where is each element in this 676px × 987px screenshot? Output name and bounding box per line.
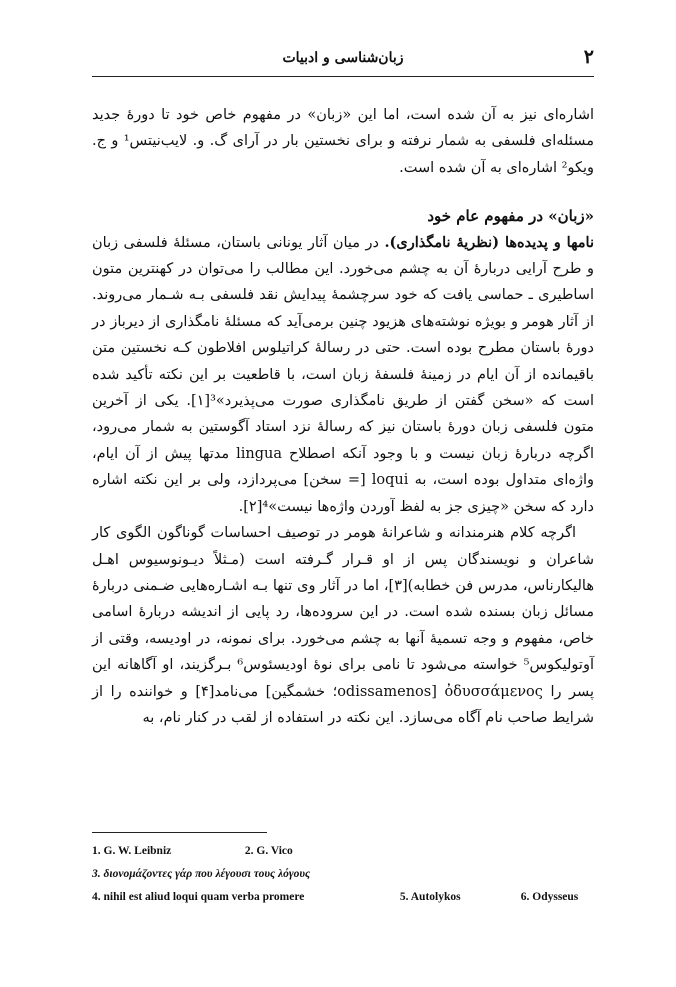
- section-heading: «زبان» در مفهوم عام خود: [427, 207, 594, 226]
- footnote-6: 6. Odysseus: [520, 891, 579, 903]
- footnote-5: 5. Autolykos: [399, 891, 461, 903]
- page-number: ۲: [583, 46, 594, 68]
- footnote-rule: [92, 832, 267, 833]
- paragraph-2-lead: نامها و پدیده‌ها (نظریهٔ نامگذاری).: [384, 233, 595, 251]
- page-header: [92, 44, 594, 77]
- paragraph-3: اگرچه کلام هنرمندانه و شاعرانهٔ هومر در توصیف احساسات گوناگون الگوی کار شاعران و نویسندگان پس از او قـرار گـرفته است (مـثلاً دیـونوسیوس اهـل هالیکارناس، مدرس فن خطابه)[۳]، اما در آثار وی تنها بـه اشـاره‌هایی ضـمنی دربارهٔ مسائل زبان بسنده شده است. در این سروده‌ها، رد پایی از اندیشه دربارهٔ اسامی خاص، مفهوم و وجه تسمیهٔ آنها به چشم می‌خورد. برای نمونه، در اودیسه، وقتی از آوتولیکوس⁵ خواسته می‌شود تا نامی برای نوهٔ اودیسئوس⁶ بـرگزیند، او آگاهانه این پسر را ὀδυσσάμενος [odissamenos؛ خشمگین] می‌نامد[۴] و خواننده را از شرایط صاحب نام آگاه می‌سازد. این نکته در استفاده از لقب در کنار نام، به: [92, 525, 594, 726]
- footnote-1: 1. G. W. Leibniz: [92, 845, 172, 857]
- paragraph-2-text: در میان آثار یونانی باستان، مسئلهٔ فلسفی زبان و طرح آرایی دربارهٔ آن به چشم می‌خورد. این مطالب را می‌توان در کهنترین متون اساطیری ـ حماسی یافت که خود سرچشمهٔ پیدایش نقد فلسفی بـه شـمار می‌روند. از آثار هومر و بویژه نوشته‌های هزیود چنین برمی‌آید که مسئلهٔ نامگذاری از دیرباز در دورهٔ باستان مطرح بوده است. حتی در رسالهٔ کراتیلوس افلاطون کـه نخستین متن باقیمانده از آن ایام در زمینهٔ فلسفهٔ زبان است، با قاطعیت بر این نکته تأکید شده است که «سخن گفتن از طریق نامگذاری صورت می‌پذیرد»³[۱]. یکی از آخرین متون فلسفی زبان دورهٔ باستان نیز که رسالهٔ نزد استاد آگوستین به شمار می‌رود، اگرچه دربارهٔ زبان نیست و با وجود آنکه اصطلاح lingua مدتها پیش از آن ایام، واژه‌ای متداول بوده است، به loqui [= سخن] می‌پردازد، ولی بر این نکته اشاره دارد که سخن «چیزی جز به لفظ آوردن واژه‌ها نیست»⁴[۲].: [92, 234, 594, 515]
- running-title: زبان‌شناسی و ادبیات: [282, 50, 404, 66]
- paragraph-1: اشاره‌ای نیز به آن شده است، اما این «زبان» در مفهوم خاص خود تا دورهٔ جدید مسئله‌ای فلسفی به شمار نرفته و برای نخستین بار در آرای گ. و. لایب‌نیتس¹ و ج. ویکو² اشاره‌ای به آن شده است.: [92, 107, 594, 176]
- body-text: [92, 102, 594, 731]
- footnote-line-1: [92, 845, 594, 857]
- footnote-2: 2. G. Vico: [244, 845, 293, 857]
- paragraph-2: [92, 230, 594, 520]
- footnote-line-2: [92, 868, 594, 880]
- footnote-3: 3. διονομάζοντες γάρ που λέγουσι τους λόγους: [92, 868, 311, 880]
- footnote-4: 4. nihil est aliud loqui quam verba promere: [92, 891, 305, 903]
- footnote-line-3: [92, 891, 594, 903]
